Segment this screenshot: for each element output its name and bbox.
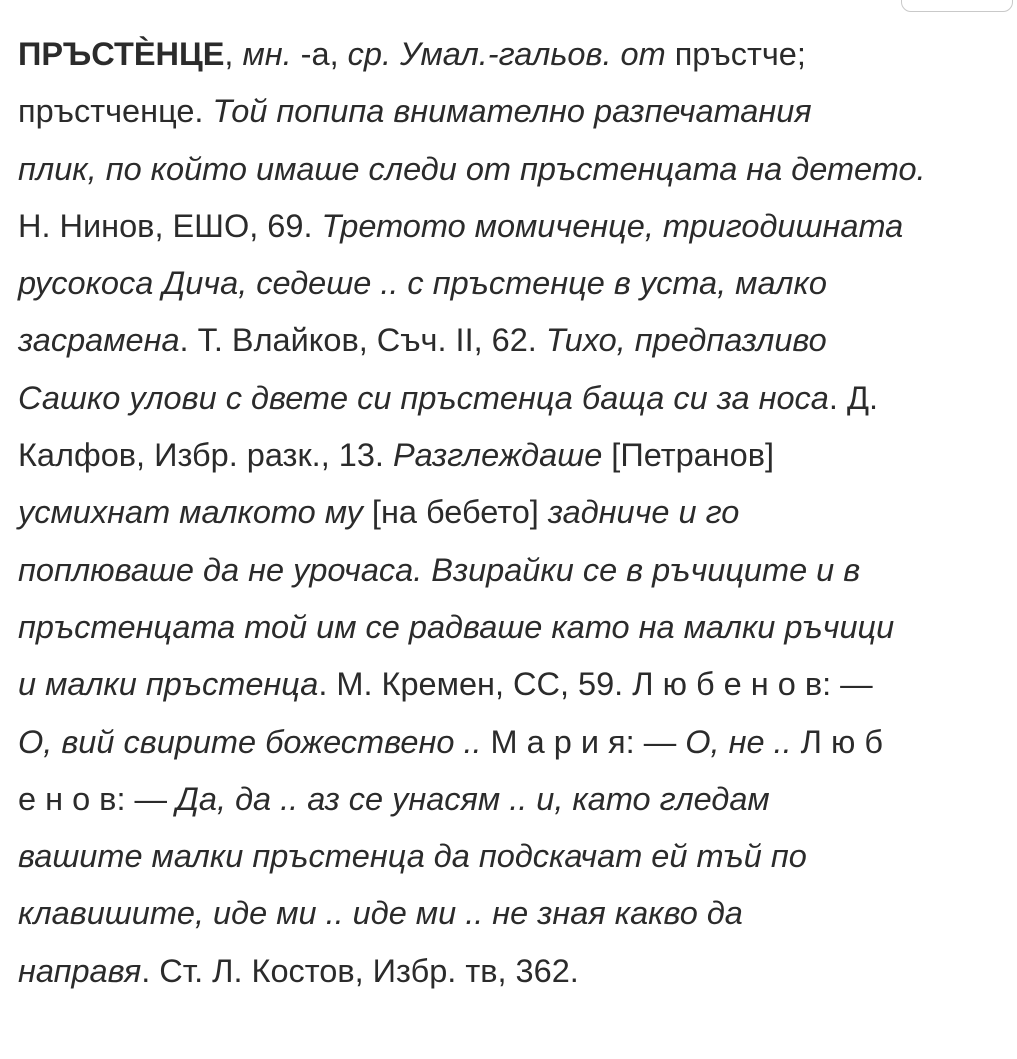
- entry-text: . Д.: [828, 379, 878, 416]
- entry-text: Н. Нинов, ЕШО, 69.: [18, 207, 322, 244]
- headword: ПРЪСТЀНЦЕ: [18, 36, 225, 72]
- entry-text: . Т. Влайков, Съч. II, 62.: [179, 322, 546, 359]
- italic-text: Тихо, предпазливо: [545, 322, 827, 359]
- italic-text: поплюваше да не урочаса. Взирайки се в ръчиците и в: [18, 551, 861, 588]
- italic-text: О, не ..: [685, 723, 792, 760]
- italic-text: русокоса Дича, седеше .. с пръстенце в уста, малко: [18, 265, 827, 302]
- italic-text: О, вий свирите божествено ..: [18, 723, 482, 760]
- entry-text: [Петранов]: [602, 437, 775, 474]
- italic-text: вашите малки пръстенца да подскачат ей тъй по: [18, 838, 807, 875]
- entry-line: [18, 771, 1008, 828]
- entry-line: [18, 656, 1008, 713]
- entry-text: пръстченце.: [18, 93, 213, 130]
- entry-text: -а,: [291, 36, 348, 72]
- italic-text: усмихнат малкото му: [18, 494, 363, 531]
- italic-text: плик, по който имаше следи от пръстенцата на детето.: [18, 150, 926, 187]
- italic-text: направя: [18, 952, 142, 989]
- entry-text: . М. Кремен, СС, 59. Л ю б е н о в: —: [318, 666, 873, 703]
- entry-line: [18, 599, 1008, 656]
- entry-line: [18, 26, 1008, 83]
- entry-text: пръстче;: [665, 36, 806, 72]
- entry-line: [18, 885, 1008, 942]
- entry-line: [18, 542, 1008, 599]
- entry-text: Л ю б: [791, 723, 884, 760]
- italic-text: задниче и го: [547, 494, 740, 531]
- italic-text: Разглеждаше: [392, 437, 603, 474]
- italic-text: мн.: [242, 36, 292, 72]
- entry-text: е н о в: —: [18, 780, 177, 817]
- italic-text: от: [620, 36, 666, 72]
- entry-line: [18, 828, 1008, 885]
- entry-line: [18, 141, 1008, 198]
- top-right-button[interactable]: [901, 0, 1013, 12]
- entry-text: [611, 36, 620, 72]
- entry-line: [18, 312, 1008, 369]
- entry-text: [на бебето]: [362, 494, 548, 531]
- entry-line: [18, 255, 1008, 312]
- entry-text: . Ст. Л. Костов, Избр. тв, 362.: [141, 952, 579, 989]
- italic-text: засрамена: [18, 322, 180, 359]
- entry-text: Калфов, Избр. разк., 13.: [18, 437, 393, 474]
- entry-line: [18, 943, 1008, 1000]
- italic-text: Той попипа внимателно разпечатания: [212, 93, 812, 130]
- dictionary-entry: [18, 26, 1008, 1000]
- italic-text: Сашко улови с двете си пръстенца баща си за носа: [18, 379, 829, 416]
- entry-text: М а р и я: —: [481, 723, 686, 760]
- entry-line: [18, 198, 1008, 255]
- entry-line: [18, 427, 1008, 484]
- italic-text: клавишите, иде ми .. иде ми .. не зная какво да: [18, 895, 743, 932]
- italic-text: ср. Умал.-гальов.: [347, 36, 612, 72]
- entry-line: [18, 484, 1008, 541]
- italic-text: Да, да .. аз се унасям .. и, като гледам: [176, 780, 770, 817]
- entry-text: ,: [224, 36, 243, 72]
- italic-text: Третото момиченце, тригодишната: [321, 207, 904, 244]
- entry-line: [18, 370, 1008, 427]
- italic-text: пръстенцата той им се радваше като на малки ръчици: [18, 608, 895, 645]
- entry-line: [18, 83, 1008, 140]
- italic-text: и малки пръстенца: [18, 666, 319, 703]
- entry-line: [18, 714, 1008, 771]
